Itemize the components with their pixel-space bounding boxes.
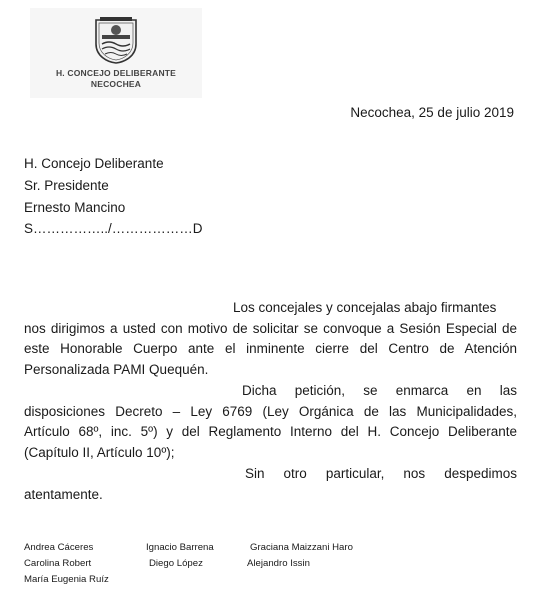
addressee-name: Ernesto Mancino: [24, 200, 126, 215]
paragraph-line: Dicha petición, se enmarca en las: [242, 383, 517, 398]
letterhead: [30, 8, 202, 98]
letterhead-city: NECOCHEA: [90, 79, 142, 89]
signatory-name: Carolina Robert: [24, 558, 92, 569]
signatory-name: Diego López: [149, 558, 203, 569]
paragraph-line: Los concejales y concejalas abajo firmantes: [233, 300, 497, 315]
letterhead-name: H. CONCEJO DELIBERANTE: [55, 68, 177, 78]
signatory-name: Graciana Maizzani Haro: [250, 542, 353, 553]
addressee-salutation: S……………../………………D: [24, 221, 203, 236]
body-paragraph-legal-basis: [24, 381, 517, 463]
letter-date: Necochea, 25 de julio 2019: [350, 105, 514, 120]
signatory-name: Alejandro Issin: [247, 558, 310, 569]
paragraph-line: nos dirigimos a usted con motivo de solicitar se convoque a Sesión Especial de: [24, 320, 517, 336]
signatory-name: Ignacio Barrena: [146, 542, 214, 553]
signatory-name: Andrea Cáceres: [24, 542, 94, 553]
paragraph-line: (Capítulo II, Artículo 10º);: [24, 444, 175, 460]
paragraph-line: Artículo 68º, inc. 5º) y del Reglamento Interno del H. Concejo Deliberante: [24, 424, 517, 440]
signatory-name: María Eugenia Ruíz: [24, 574, 109, 585]
paragraph-line: este Honorable Cuerpo ante el inminente cierre del Centro de Atención: [24, 341, 517, 357]
body-paragraph-request: [24, 298, 517, 380]
addressee-institution: H. Concejo Deliberante: [24, 156, 164, 171]
council-seal-icon: [94, 14, 138, 64]
body-paragraph-closing: [24, 464, 517, 505]
paragraph-line: Personalizada PAMI Quequén.: [24, 361, 209, 377]
addressee-title: Sr. Presidente: [24, 178, 109, 193]
paragraph-line: Sin otro particular, nos despedimos: [245, 466, 517, 481]
paragraph-line: atentamente.: [24, 486, 103, 502]
paragraph-line: disposiciones Decreto – Ley 6769 (Ley Orgánica de las Municipalidades,: [24, 403, 517, 419]
